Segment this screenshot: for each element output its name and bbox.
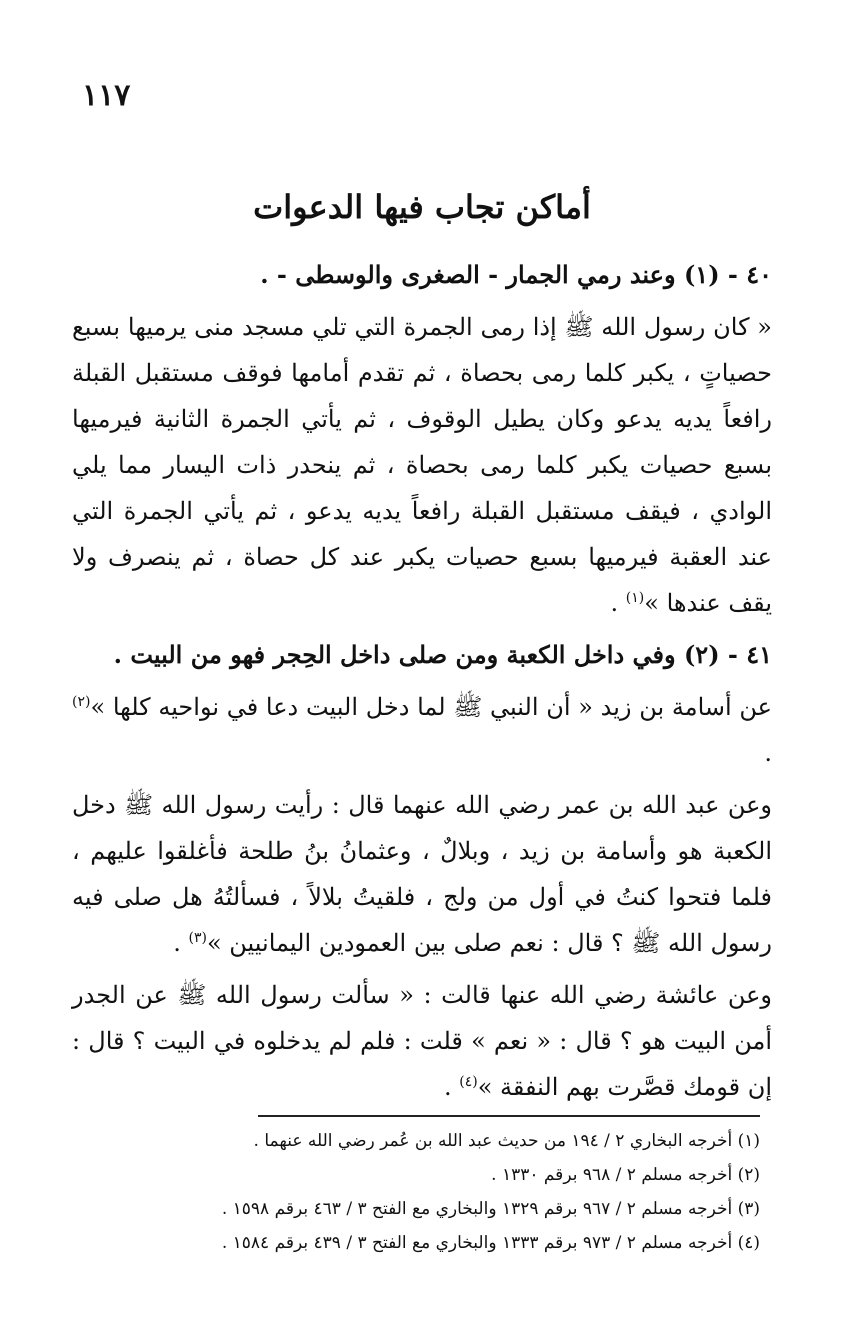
- footnote: (٢) أخرجه مسلم ٢ / ٩٦٨ برقم ١٣٣٠ .: [491, 1165, 760, 1185]
- footnote-ref: (٤): [459, 1074, 478, 1090]
- section-rami-jamar: [72, 252, 772, 626]
- hadith-text: عن أسامة بن زيد « أن النبي ﷺ لما دخل البيت دعا في نواحيه كلها »: [90, 693, 772, 721]
- section-kaaba: [72, 632, 772, 1110]
- hadith-paragraph: [72, 684, 772, 776]
- section-heading: ٤٠ - (١) وعند رمي الجمار - الصغرى والوسطى - .: [260, 260, 772, 289]
- paragraph-end: .: [173, 929, 189, 957]
- chapter-title: أماكن تجاب فيها الدعوات: [253, 188, 591, 226]
- footnote-ref: (١): [625, 590, 645, 606]
- footnote-separator: [258, 1115, 760, 1117]
- hadith-paragraph: [72, 972, 772, 1110]
- footnote: (٣) أخرجه مسلم ٢ / ٩٦٧ برقم ١٣٢٩ والبخاري مع الفتح ٣ / ٤٦٣ برقم ١٥٩٨ .: [221, 1199, 760, 1219]
- footnotes: [120, 1124, 760, 1260]
- paragraph-end: .: [610, 589, 626, 617]
- footnote-ref: (٢): [72, 694, 91, 710]
- hadith-paragraph: [72, 782, 772, 966]
- paragraph-end: .: [443, 1073, 460, 1101]
- paragraph-end: .: [764, 739, 772, 767]
- section-heading: ٤١ - (٢) وفي داخل الكعبة ومن صلى داخل الحِجر فهو من البيت .: [113, 640, 772, 669]
- hadith-text: وعن عائشة رضي الله عنها قالت : « سألت رسول الله ﷺ عن الجدر أمن البيت هو ؟ قال : « نعم » قلت : فلم لم يدخلوه في البيت ؟ قال : إن قومك قصَّرت بهم النفقة »: [72, 981, 773, 1101]
- footnote: (١) أخرجه البخاري ٢ / ١٩٤ من حديث عبد الله بن عُمر رضي الله عنهما .: [253, 1131, 760, 1151]
- hadith-text: وعن عبد الله بن عمر رضي الله عنهما قال : رأيت رسول الله ﷺ دخل الكعبة هو وأسامة بن زيد ، وبلالٌ ، وعثمانُ بنُ طلحة فأغلقوا عليهم ، فلما فتحوا كنتُ في أول من ولج ، فلقيتُ بلالاً ، فسألتُهُ هل صلى فيه رسول الله ﷺ ؟ قال : نعم صلى بين العمودين اليمانيين »: [72, 791, 772, 957]
- hadith-paragraph: [72, 304, 772, 626]
- footnote: (٤) أخرجه مسلم ٢ / ٩٧٣ برقم ١٣٣٣ والبخاري مع الفتح ٣ / ٤٣٩ برقم ١٥٨٤ .: [221, 1233, 760, 1253]
- hadith-text: « كان رسول الله ﷺ إذا رمى الجمرة التي تلي مسجد منى يرميها بسبع حصياتٍ ، يكبر كلما رمى بحصاة ، ثم تقدم أمامها فوقف مستقبل القبلة رافعاً يديه يدعو وكان يطيل الوقوف ، ثم يأتي الجمرة الثانية فيرميها بسبع حصيات يكبر كلما رمى بحصاة ، ثم ينحدر ذات اليسار مما يلي الوادي ، فيقف مستقبل القبلة رافعاً يديه يدعو ، ثم يأتي الجمرة التي عند العقبة فيرميها بسبع حصيات يكبر عند كل حصاة ، ثم ينصرف ولا يقف عندها »: [72, 313, 772, 617]
- footnote-ref: (٣): [188, 930, 207, 946]
- page-content: [72, 180, 772, 1116]
- page-number: ١١٧: [82, 78, 131, 113]
